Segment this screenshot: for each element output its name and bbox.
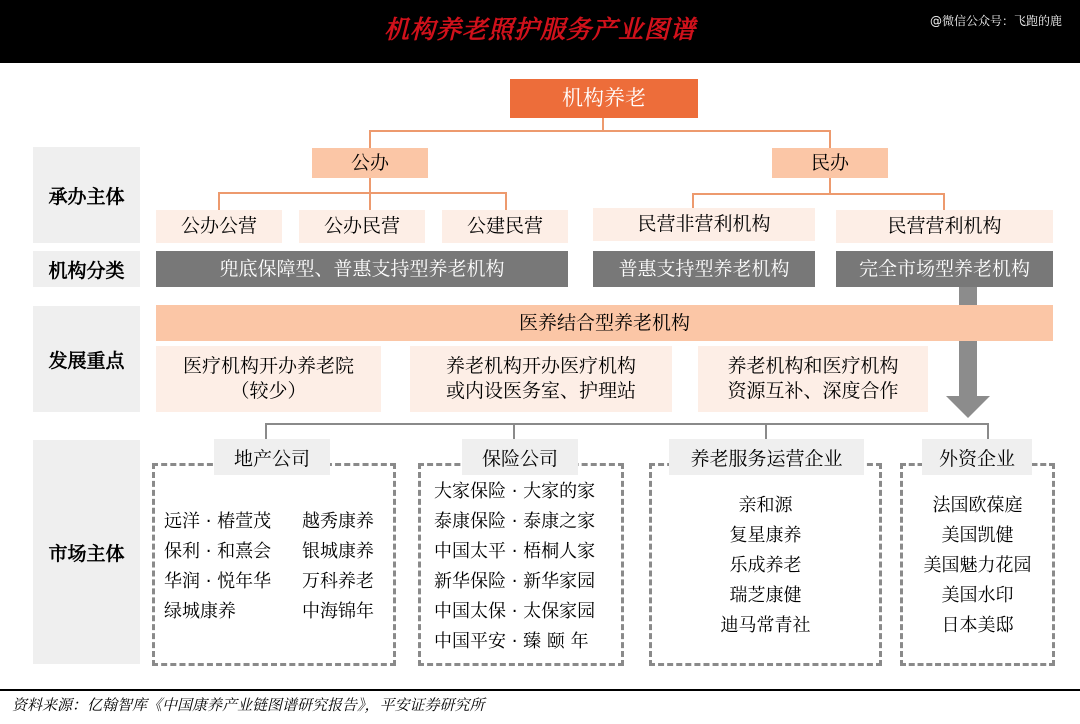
- list-item: 中国太保 · 太保家园: [434, 601, 596, 622]
- list-item: 瑞芝康健: [729, 585, 802, 606]
- operator-private-profit: 民营营利机构: [836, 210, 1053, 243]
- operators-list: [652, 491, 879, 641]
- focus-item-1-line1: 医疗机构开办养老院: [182, 355, 354, 377]
- operator-public-built: 公建民营: [442, 210, 568, 243]
- list-item: 中国太平 · 梧桐人家: [434, 541, 596, 562]
- row-label-market: 市场主体: [33, 440, 140, 664]
- list-item: 亲和源: [738, 495, 793, 516]
- group-foreign-title: 外资企业: [922, 439, 1032, 475]
- list-item: 中海锦年: [302, 601, 374, 622]
- page-title: 机构养老照护服务产业图谱: [383, 15, 696, 44]
- group-insurance-title: 保险公司: [462, 439, 578, 475]
- insurance-list: [434, 477, 620, 657]
- branch-private: 民办: [772, 148, 888, 178]
- list-item: 中国平安 · 臻 颐 年: [434, 631, 589, 652]
- list-item: 乐成养老: [729, 555, 802, 576]
- source-note: 资料来源：亿翰智库《中国康养产业链图谱研究报告》，平安证券研究所: [12, 696, 485, 714]
- list-item: 万科养老: [302, 571, 374, 592]
- focus-banner: 医养结合型养老机构: [156, 305, 1053, 341]
- focus-item-3-line1: 养老机构和医疗机构: [727, 355, 899, 377]
- list-item: 美国魅力花园: [923, 555, 1032, 576]
- list-item: 美国凯健: [941, 525, 1014, 546]
- focus-item-3-line2: 资源互补、深度合作: [727, 380, 899, 402]
- list-item: 迪马常青社: [720, 615, 811, 636]
- list-item: 法国欧葆庭: [932, 495, 1023, 516]
- root-node: 机构养老: [510, 79, 698, 118]
- operator-public-public: 公办公营: [156, 210, 282, 243]
- list-item: 越秀康养: [302, 511, 374, 532]
- category-profit: 完全市场型养老机构: [836, 251, 1053, 287]
- category-public: 兜底保障型、普惠支持型养老机构: [156, 251, 568, 287]
- list-item: 保利 · 和熹会: [164, 541, 272, 562]
- list-item: 泰康保险 · 泰康之家: [434, 511, 596, 532]
- operator-private-nonprofit: 民营非营利机构: [593, 208, 815, 241]
- focus-item-3: [698, 346, 928, 412]
- group-real-estate-title: 地产公司: [214, 439, 330, 475]
- focus-item-2: [410, 346, 672, 412]
- branch-public: 公办: [312, 148, 428, 178]
- focus-item-2-line2: 或内设医务室、护理站: [445, 380, 636, 402]
- list-item: 远洋 · 椿萱茂: [164, 511, 272, 532]
- list-item: 美国水印: [941, 585, 1014, 606]
- real-estate-list-left: [164, 507, 294, 627]
- operator-public-private: 公办民营: [299, 210, 425, 243]
- real-estate-list-right: [302, 507, 392, 627]
- footer-rule: [0, 689, 1080, 691]
- focus-item-1: [156, 346, 381, 412]
- list-item: 银城康养: [302, 541, 374, 562]
- row-label-operator: 承办主体: [33, 147, 140, 243]
- focus-item-1-line2: （较少）: [230, 380, 307, 402]
- watermark: @微信公众号：飞跑的鹿: [929, 14, 1062, 28]
- row-label-category: 机构分类: [33, 251, 140, 287]
- group-operators-title: 养老服务运营企业: [669, 439, 864, 475]
- category-nonprofit: 普惠支持型养老机构: [593, 251, 815, 287]
- focus-item-2-line1: 养老机构开办医疗机构: [445, 355, 636, 377]
- row-label-focus: 发展重点: [33, 306, 140, 412]
- list-item: 复星康养: [729, 525, 802, 546]
- list-item: 日本美邸: [941, 615, 1014, 636]
- list-item: 绿城康养: [164, 601, 236, 622]
- foreign-list: [903, 491, 1052, 641]
- list-item: 新华保险 · 新华家园: [434, 571, 596, 592]
- list-item: 华润 · 悦年华: [164, 571, 272, 592]
- list-item: 大家保险 · 大家的家: [434, 481, 596, 502]
